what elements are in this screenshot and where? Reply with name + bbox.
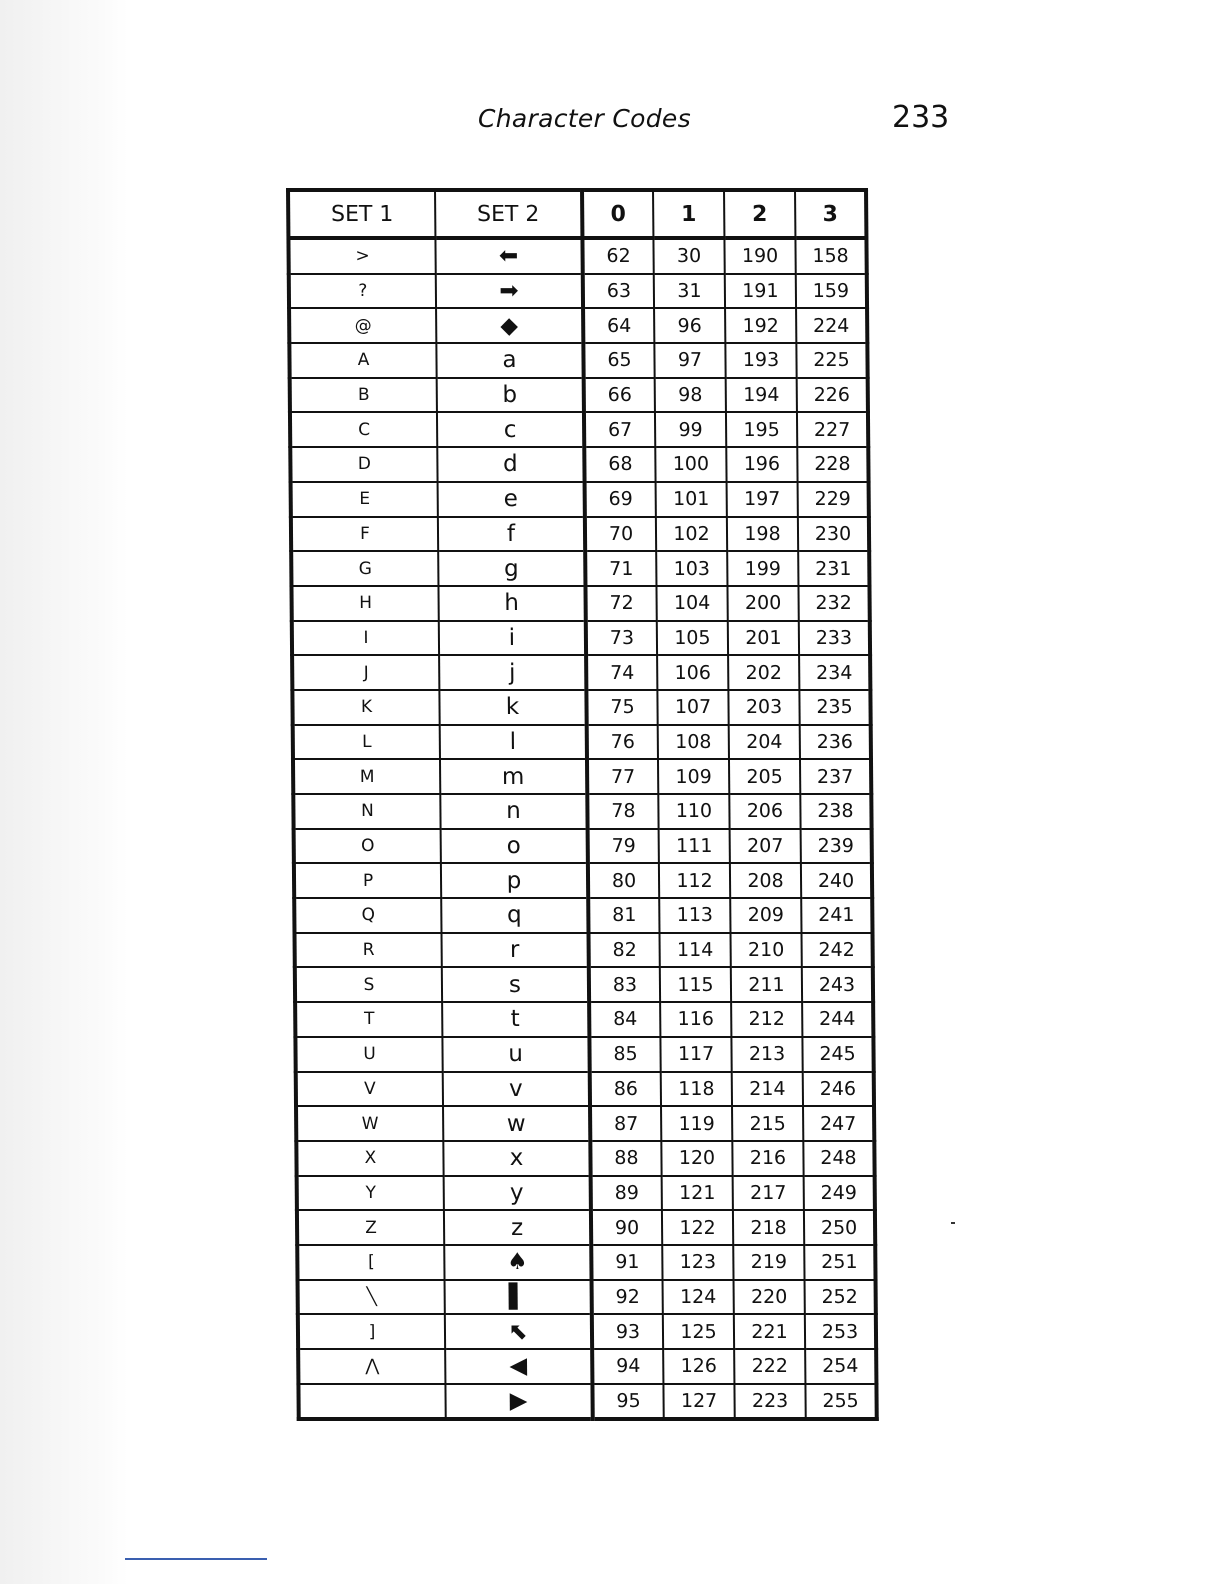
cell-code-3: 241 <box>801 898 872 933</box>
cell-set1: [ <box>297 1245 444 1280</box>
cell-code-1: 98 <box>655 378 726 413</box>
cell-code-1: 104 <box>656 586 727 621</box>
cell-set2: d <box>437 447 584 482</box>
cell-code-2: 201 <box>728 621 799 656</box>
cell-code-3: 243 <box>802 967 873 1002</box>
cell-code-2: 210 <box>730 933 801 968</box>
cell-set2: w <box>443 1106 590 1141</box>
cell-code-0: 79 <box>588 829 659 864</box>
cell-code-2: 192 <box>725 308 796 343</box>
cell-code-1: 115 <box>660 967 731 1002</box>
cell-code-2: 214 <box>732 1072 803 1107</box>
cell-code-2: 212 <box>731 1002 802 1037</box>
cell-code-0: 76 <box>587 725 658 760</box>
cell-set1: ⋀ <box>298 1349 445 1384</box>
cell-code-3: 244 <box>802 1002 873 1037</box>
cell-code-3: 255 <box>805 1384 876 1420</box>
cell-code-3: 248 <box>803 1141 874 1176</box>
cell-code-1: 121 <box>662 1176 733 1211</box>
table-row <box>293 725 871 760</box>
cell-code-1: 124 <box>663 1280 734 1315</box>
column-header-set1: SET 1 <box>288 190 435 238</box>
table-row <box>294 933 872 968</box>
cell-set1: > <box>288 238 435 274</box>
cell-code-1: 119 <box>661 1106 732 1141</box>
cell-set1: T <box>295 1002 442 1037</box>
cell-code-0: 93 <box>592 1314 663 1349</box>
cell-code-0: 77 <box>587 759 658 794</box>
cell-code-2: 206 <box>729 794 800 829</box>
cell-set1: O <box>294 829 441 864</box>
cell-code-3: 159 <box>796 274 867 309</box>
cell-set1: W <box>296 1106 443 1141</box>
cell-set1: Q <box>294 898 441 933</box>
cell-set2: y <box>444 1176 591 1211</box>
cell-code-3: 226 <box>797 378 868 413</box>
cell-code-1: 125 <box>663 1314 734 1349</box>
cell-code-0: 73 <box>586 621 657 656</box>
cell-set1: C <box>290 412 437 447</box>
table-row <box>298 1349 876 1384</box>
cell-code-2: 207 <box>730 829 801 864</box>
cell-code-2: 211 <box>731 967 802 1002</box>
cell-code-3: 250 <box>804 1210 875 1245</box>
cell-set2: ⬉ <box>445 1314 592 1349</box>
cell-set1: V <box>296 1072 443 1107</box>
cell-code-1: 126 <box>663 1349 734 1384</box>
table-row <box>294 898 872 933</box>
cell-set2: ⬅ <box>435 238 582 274</box>
cell-code-2: 215 <box>732 1106 803 1141</box>
cell-set2: l <box>440 725 587 760</box>
cell-set1: Y <box>297 1176 444 1211</box>
cell-code-0: 82 <box>588 933 659 968</box>
table-row <box>288 238 866 274</box>
cell-code-2: 194 <box>726 378 797 413</box>
table-row <box>294 829 872 864</box>
cell-set2: k <box>439 690 586 725</box>
page-gutter-shadow <box>0 0 128 1584</box>
cell-code-3: 229 <box>798 482 869 517</box>
cell-code-1: 99 <box>655 412 726 447</box>
table-row <box>292 655 870 690</box>
cell-code-0: 91 <box>591 1245 662 1280</box>
table-row <box>292 621 870 656</box>
cell-set2: f <box>438 517 585 552</box>
cell-code-0: 88 <box>590 1141 661 1176</box>
cell-code-1: 118 <box>661 1072 732 1107</box>
column-header-code-3: 3 <box>795 190 866 238</box>
cell-set2: s <box>442 967 589 1002</box>
table-body <box>288 238 876 1419</box>
cell-code-3: 233 <box>799 621 870 656</box>
cell-code-0: 95 <box>592 1384 663 1420</box>
cell-code-2: 221 <box>734 1314 805 1349</box>
cell-set2: ▌ <box>445 1280 592 1315</box>
cell-set2: p <box>441 863 588 898</box>
cell-set2: h <box>438 586 585 621</box>
cell-set1: U <box>295 1037 442 1072</box>
table-row <box>289 274 867 309</box>
table-row <box>289 308 867 343</box>
cell-code-2: 190 <box>724 238 795 274</box>
cell-code-2: 219 <box>733 1245 804 1280</box>
table-row <box>295 1037 873 1072</box>
cell-set2: ♠ <box>444 1245 591 1280</box>
table-row <box>291 482 869 517</box>
page-number: 233 <box>892 100 950 135</box>
cell-set1 <box>298 1384 445 1420</box>
cell-code-1: 110 <box>658 794 729 829</box>
cell-set1: H <box>291 586 438 621</box>
table-row <box>292 690 870 725</box>
character-code-table-container <box>286 188 879 1421</box>
cell-code-3: 242 <box>801 933 872 968</box>
cell-set1: F <box>291 517 438 552</box>
cell-set2: o <box>441 829 588 864</box>
cell-code-1: 31 <box>654 274 725 309</box>
cell-code-1: 108 <box>658 725 729 760</box>
cell-set2: m <box>440 759 587 794</box>
cell-code-2: 222 <box>734 1349 805 1384</box>
table-row <box>298 1314 876 1349</box>
footer-rule <box>125 1558 267 1560</box>
cell-code-0: 75 <box>586 690 657 725</box>
cell-set1: A <box>289 343 436 378</box>
cell-code-2: 204 <box>729 725 800 760</box>
cell-set1: M <box>293 759 440 794</box>
cell-code-1: 112 <box>659 863 730 898</box>
cell-set2: z <box>444 1210 591 1245</box>
cell-code-0: 84 <box>589 1002 660 1037</box>
cell-code-3: 240 <box>801 863 872 898</box>
cell-code-2: 208 <box>730 863 801 898</box>
cell-code-2: 223 <box>734 1384 805 1420</box>
cell-code-0: 85 <box>589 1037 660 1072</box>
cell-code-1: 123 <box>662 1245 733 1280</box>
cell-code-1: 102 <box>656 517 727 552</box>
table-row <box>290 447 868 482</box>
cell-set1: B <box>290 378 437 413</box>
table-row <box>296 1072 874 1107</box>
cell-code-1: 117 <box>660 1037 731 1072</box>
cell-set2: ➡ <box>436 274 583 309</box>
cell-code-2: 197 <box>727 482 798 517</box>
cell-code-0: 66 <box>584 378 655 413</box>
table-row <box>289 343 867 378</box>
cell-code-2: 220 <box>734 1280 805 1315</box>
cell-code-1: 116 <box>660 1002 731 1037</box>
cell-code-1: 113 <box>659 898 730 933</box>
cell-set2: n <box>440 794 587 829</box>
cell-code-3: 158 <box>795 238 866 274</box>
table-row <box>290 412 868 447</box>
cell-code-0: 90 <box>591 1210 662 1245</box>
cell-code-3: 227 <box>797 412 868 447</box>
table-row <box>291 586 869 621</box>
cell-code-0: 62 <box>582 238 653 274</box>
cell-code-1: 96 <box>654 308 725 343</box>
cell-code-0: 64 <box>583 308 654 343</box>
cell-code-3: 246 <box>803 1072 874 1107</box>
cell-set2: e <box>438 482 585 517</box>
cell-code-0: 83 <box>589 967 660 1002</box>
cell-code-1: 106 <box>657 655 728 690</box>
cell-code-1: 114 <box>659 933 730 968</box>
cell-set1: R <box>294 933 441 968</box>
cell-set1: D <box>290 447 437 482</box>
cell-code-2: 200 <box>727 586 798 621</box>
table-row <box>293 794 871 829</box>
cell-code-3: 254 <box>805 1349 876 1384</box>
table-row <box>293 759 871 794</box>
character-code-table <box>286 188 879 1421</box>
cell-code-3: 224 <box>796 308 867 343</box>
cell-code-3: 237 <box>800 759 871 794</box>
cell-code-1: 101 <box>656 482 727 517</box>
cell-set1: X <box>296 1141 443 1176</box>
cell-code-3: 228 <box>797 447 868 482</box>
cell-code-3: 238 <box>800 794 871 829</box>
cell-code-1: 107 <box>657 690 728 725</box>
cell-set2: r <box>441 933 588 968</box>
cell-code-0: 69 <box>585 482 656 517</box>
cell-code-0: 71 <box>585 551 656 586</box>
cell-code-1: 30 <box>653 238 724 274</box>
cell-code-0: 94 <box>592 1349 663 1384</box>
cell-code-2: 218 <box>733 1210 804 1245</box>
cell-code-0: 78 <box>587 794 658 829</box>
cell-set1: @ <box>289 308 436 343</box>
cell-code-2: 193 <box>725 343 796 378</box>
table-row <box>291 551 869 586</box>
cell-set1: E <box>291 482 438 517</box>
cell-code-3: 234 <box>799 655 870 690</box>
cell-code-2: 195 <box>726 412 797 447</box>
cell-code-1: 122 <box>662 1210 733 1245</box>
cell-set1: ] <box>298 1314 445 1349</box>
cell-set2: i <box>439 621 586 656</box>
running-title: Character Codes <box>478 104 691 133</box>
cell-set2: v <box>443 1072 590 1107</box>
cell-set1: ? <box>289 274 436 309</box>
stray-mark <box>951 1222 955 1224</box>
cell-code-0: 74 <box>586 655 657 690</box>
cell-set2: c <box>437 412 584 447</box>
cell-set1: L <box>293 725 440 760</box>
cell-set2: ▶ <box>445 1384 592 1420</box>
cell-code-2: 209 <box>730 898 801 933</box>
cell-code-3: 239 <box>801 829 872 864</box>
cell-code-0: 89 <box>591 1176 662 1211</box>
cell-code-0: 80 <box>588 863 659 898</box>
cell-code-2: 216 <box>732 1141 803 1176</box>
cell-code-2: 217 <box>733 1176 804 1211</box>
cell-code-0: 70 <box>585 517 656 552</box>
cell-code-1: 109 <box>658 759 729 794</box>
cell-set2: b <box>437 378 584 413</box>
cell-code-1: 100 <box>655 447 726 482</box>
cell-code-3: 232 <box>798 586 869 621</box>
cell-code-3: 231 <box>798 551 869 586</box>
table-row <box>296 1106 874 1141</box>
table-row <box>290 378 868 413</box>
column-header-code-2: 2 <box>724 190 795 238</box>
column-header-set2: SET 2 <box>435 190 582 238</box>
cell-code-0: 67 <box>584 412 655 447</box>
table-row <box>295 967 873 1002</box>
cell-set1: Z <box>297 1210 444 1245</box>
table-row <box>298 1280 876 1315</box>
cell-set2: a <box>436 343 583 378</box>
cell-code-1: 105 <box>657 621 728 656</box>
cell-set1: I <box>292 621 439 656</box>
cell-code-2: 213 <box>731 1037 802 1072</box>
cell-set1: K <box>292 690 439 725</box>
cell-code-0: 65 <box>583 343 654 378</box>
cell-set2: ◆ <box>436 308 583 343</box>
cell-code-2: 205 <box>729 759 800 794</box>
cell-set1: G <box>291 551 438 586</box>
cell-code-0: 72 <box>585 586 656 621</box>
cell-code-3: 253 <box>805 1314 876 1349</box>
cell-set1: N <box>293 794 440 829</box>
cell-code-2: 203 <box>728 690 799 725</box>
table-row <box>296 1141 874 1176</box>
cell-set2: q <box>441 898 588 933</box>
cell-code-2: 191 <box>725 274 796 309</box>
cell-set1: ╲ <box>298 1280 445 1315</box>
cell-code-3: 252 <box>805 1280 876 1315</box>
cell-code-2: 199 <box>727 551 798 586</box>
cell-code-3: 249 <box>804 1176 875 1211</box>
cell-set2: u <box>442 1037 589 1072</box>
table-row <box>291 517 869 552</box>
table-row <box>297 1176 875 1211</box>
cell-code-3: 251 <box>804 1245 875 1280</box>
table-row <box>295 1002 873 1037</box>
cell-code-1: 103 <box>656 551 727 586</box>
cell-set2: ◀ <box>445 1349 592 1384</box>
cell-code-0: 68 <box>584 447 655 482</box>
cell-code-2: 202 <box>728 655 799 690</box>
cell-code-0: 92 <box>592 1280 663 1315</box>
cell-set1: S <box>295 967 442 1002</box>
cell-code-1: 120 <box>661 1141 732 1176</box>
cell-code-0: 87 <box>590 1106 661 1141</box>
cell-code-3: 245 <box>802 1037 873 1072</box>
cell-code-3: 235 <box>799 690 870 725</box>
cell-code-2: 198 <box>727 517 798 552</box>
table-row <box>298 1384 876 1420</box>
cell-code-3: 230 <box>798 517 869 552</box>
cell-code-3: 236 <box>800 725 871 760</box>
table-row <box>297 1245 875 1280</box>
cell-set1: P <box>294 863 441 898</box>
cell-code-1: 127 <box>663 1384 734 1420</box>
cell-code-0: 81 <box>588 898 659 933</box>
column-header-code-0: 0 <box>582 190 653 238</box>
cell-code-1: 111 <box>659 829 730 864</box>
cell-set2: t <box>442 1002 589 1037</box>
cell-set1: J <box>292 655 439 690</box>
table-row <box>297 1210 875 1245</box>
cell-code-0: 86 <box>590 1072 661 1107</box>
cell-set2: j <box>439 655 586 690</box>
cell-code-1: 97 <box>654 343 725 378</box>
cell-set2: g <box>438 551 585 586</box>
table-row <box>294 863 872 898</box>
cell-code-3: 247 <box>803 1106 874 1141</box>
cell-code-3: 225 <box>796 343 867 378</box>
column-header-code-1: 1 <box>653 190 724 238</box>
table-header-row <box>288 190 866 238</box>
cell-code-0: 63 <box>583 274 654 309</box>
cell-code-2: 196 <box>726 447 797 482</box>
cell-set2: x <box>443 1141 590 1176</box>
